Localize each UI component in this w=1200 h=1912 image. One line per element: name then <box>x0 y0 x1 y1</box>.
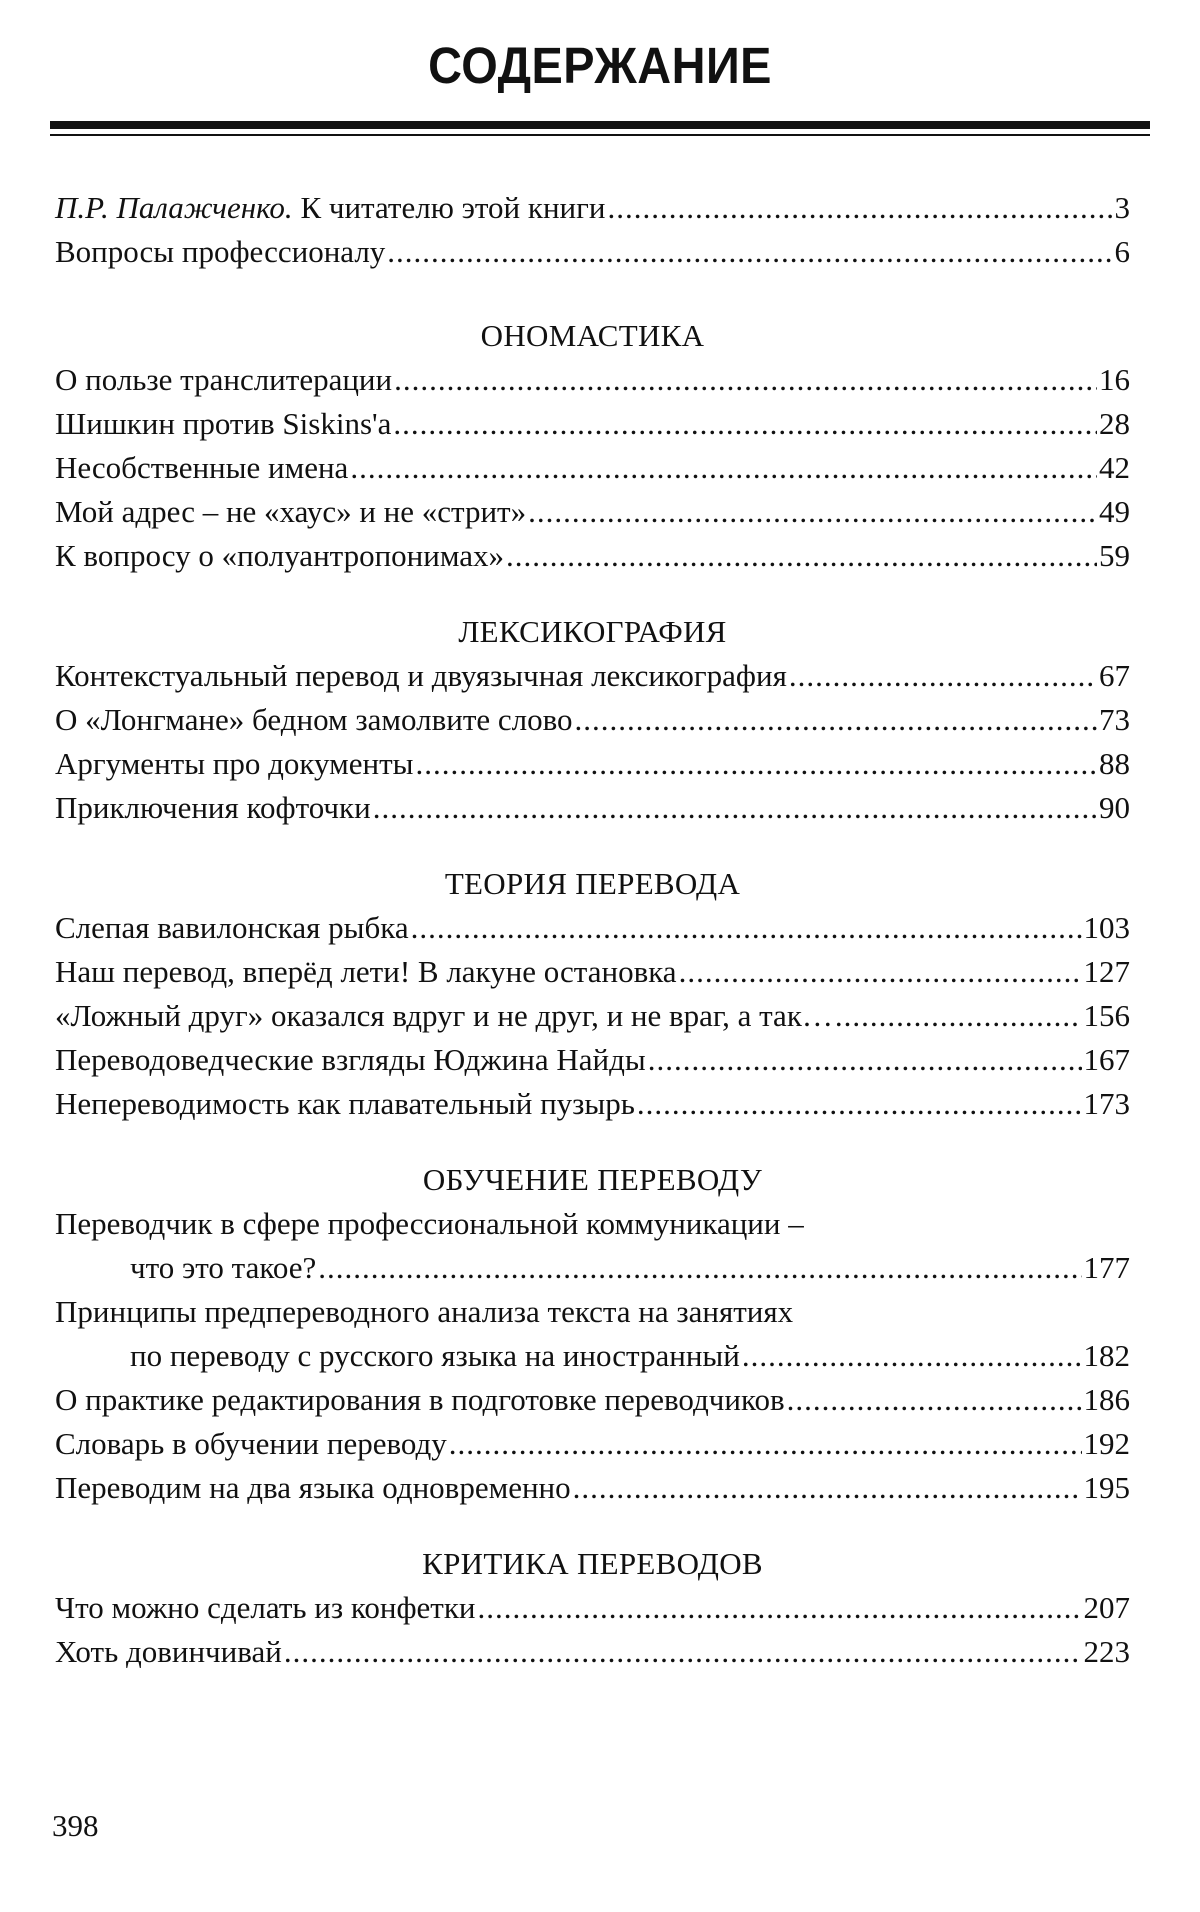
entry-page: 59 <box>1099 538 1130 573</box>
dot-leader <box>679 950 1082 994</box>
toc-entry <box>55 230 1130 274</box>
entry-title: Переводоведческие взгляды Юджина Найды <box>55 1042 646 1077</box>
toc-entry <box>55 994 1130 1038</box>
entry-title: О практике редактирования в подготовке переводчиков <box>55 1382 785 1417</box>
page-number: 398 <box>52 1808 99 1843</box>
entry-page: 156 <box>1083 998 1130 1033</box>
entry-title: Переводим на два языка одновременно <box>55 1470 571 1505</box>
entry-author: П.Р. Палажченко. <box>55 190 293 225</box>
toc-entry <box>55 1334 1130 1378</box>
entry-title: Словарь в обучении переводу <box>55 1426 447 1461</box>
entry-title: О «Лонгмане» бедном замолвите слово <box>55 702 573 737</box>
title-rule-thick <box>50 121 1150 129</box>
entry-page: 127 <box>1083 954 1130 989</box>
toc-entry <box>55 950 1130 994</box>
section-heading: ТЕОРИЯ ПЕРЕВОДА <box>444 866 741 901</box>
section-heading: ОНОМАСТИКА <box>480 318 705 353</box>
entry-title-line1: Переводчик в сфере профессиональной коммуникации – <box>55 1206 804 1241</box>
entry-title: О пользе транслитерации <box>55 362 393 397</box>
toc-entry <box>55 906 1130 950</box>
page-title: СОДЕРЖАНИЕ <box>428 37 772 94</box>
entry-title: «Ложный друг» оказался вдруг и не друг, и не враг, а так… <box>55 998 833 1033</box>
dot-leader <box>411 906 1082 950</box>
entry-page: 192 <box>1083 1426 1130 1461</box>
section-heading: ЛЕКСИКОГРАФИЯ <box>458 614 727 649</box>
dot-leader <box>506 534 1097 578</box>
entry-page: 6 <box>1114 234 1130 269</box>
entry-title: К вопросу о «полуантропонимах» <box>55 538 505 573</box>
toc-entry <box>55 698 1130 742</box>
entry-title: Шишкин против Siskins'а <box>55 406 392 441</box>
toc-entry <box>55 446 1130 490</box>
entry-title: К читателю этой книги <box>300 190 606 225</box>
dot-leader <box>415 742 1097 786</box>
dot-leader <box>742 1334 1082 1378</box>
toc-entry <box>55 1586 1130 1630</box>
entry-page: 173 <box>1083 1086 1130 1121</box>
section-heading: КРИТИКА ПЕРЕВОДОВ <box>422 1546 763 1581</box>
toc-entry <box>55 358 1130 402</box>
entry-page: 182 <box>1083 1338 1130 1373</box>
dot-leader <box>478 1586 1082 1630</box>
entry-page: 73 <box>1099 702 1130 737</box>
dot-leader <box>637 1082 1082 1126</box>
entry-title: Что можно сделать из конфетки <box>55 1590 476 1625</box>
entry-page: 195 <box>1083 1470 1130 1505</box>
dot-leader <box>575 698 1097 742</box>
toc-entry <box>55 1082 1130 1126</box>
entry-title: Несобственные имена <box>55 450 349 485</box>
toc-entry <box>55 1466 1130 1510</box>
toc-entry <box>55 1422 1130 1466</box>
section-heading: ОБУЧЕНИЕ ПЕРЕВОДУ <box>422 1162 763 1197</box>
dot-leader <box>607 186 1112 230</box>
toc-entry <box>55 654 1130 698</box>
entry-page: 167 <box>1083 1042 1130 1077</box>
entry-title: Аргументы про документы <box>55 746 414 781</box>
entry-title: Наш перевод, вперёд лети! В лакуне остановка <box>55 954 677 989</box>
toc-entry <box>55 742 1130 786</box>
entry-title: Приключения кофточки <box>55 790 371 825</box>
entry-title: что это такое? <box>130 1250 317 1285</box>
entry-title: Мой адрес – не «хаус» и не «стрит» <box>55 494 527 529</box>
dot-leader <box>387 230 1112 274</box>
toc-entry <box>55 186 1130 230</box>
entry-page: 90 <box>1099 790 1130 825</box>
entry-page: 103 <box>1083 910 1130 945</box>
toc-entry <box>55 786 1130 830</box>
title-rule-thin <box>50 134 1150 136</box>
entry-page: 16 <box>1099 362 1130 397</box>
toc-entry <box>55 1038 1130 1082</box>
dot-leader <box>350 446 1097 490</box>
dot-leader <box>835 994 1082 1038</box>
dot-leader <box>449 1422 1082 1466</box>
toc-entry <box>55 1246 1130 1290</box>
entry-page: 67 <box>1099 658 1130 693</box>
toc-entry <box>55 1630 1130 1674</box>
dot-leader <box>373 786 1097 830</box>
dot-leader <box>528 490 1097 534</box>
dot-leader <box>394 358 1097 402</box>
dot-leader <box>284 1630 1082 1674</box>
entry-title: Вопросы профессионалу <box>55 234 386 269</box>
entry-page: 177 <box>1083 1250 1130 1285</box>
dot-leader <box>789 654 1097 698</box>
table-of-contents <box>55 186 1130 1674</box>
entry-page: 207 <box>1083 1590 1130 1625</box>
toc-entry <box>55 1378 1130 1422</box>
dot-leader <box>573 1466 1082 1510</box>
entry-page: 3 <box>1114 190 1130 225</box>
toc-entry <box>55 490 1130 534</box>
entry-page: 223 <box>1083 1634 1130 1669</box>
entry-title: Слепая вавилонская рыбка <box>55 910 409 945</box>
toc-entry <box>55 534 1130 578</box>
entry-title: Хоть довинчивай <box>55 1634 282 1669</box>
entry-page: 88 <box>1099 746 1130 781</box>
dot-leader <box>318 1246 1081 1290</box>
dot-leader <box>393 402 1097 446</box>
dot-leader <box>648 1038 1082 1082</box>
entry-page: 28 <box>1099 406 1130 441</box>
entry-page: 42 <box>1099 450 1130 485</box>
entry-title: Контекстуальный перевод и двуязычная лексикография <box>55 658 787 693</box>
entry-page: 186 <box>1083 1382 1130 1417</box>
dot-leader <box>787 1378 1082 1422</box>
entry-title-line1: Принципы предпереводного анализа текста на занятиях <box>55 1294 794 1329</box>
entry-title: по переводу с русского языка на иностранный <box>130 1338 740 1373</box>
toc-entry <box>55 402 1130 446</box>
entry-page: 49 <box>1099 494 1130 529</box>
entry-title: Непереводимость как плавательный пузырь <box>55 1086 635 1121</box>
